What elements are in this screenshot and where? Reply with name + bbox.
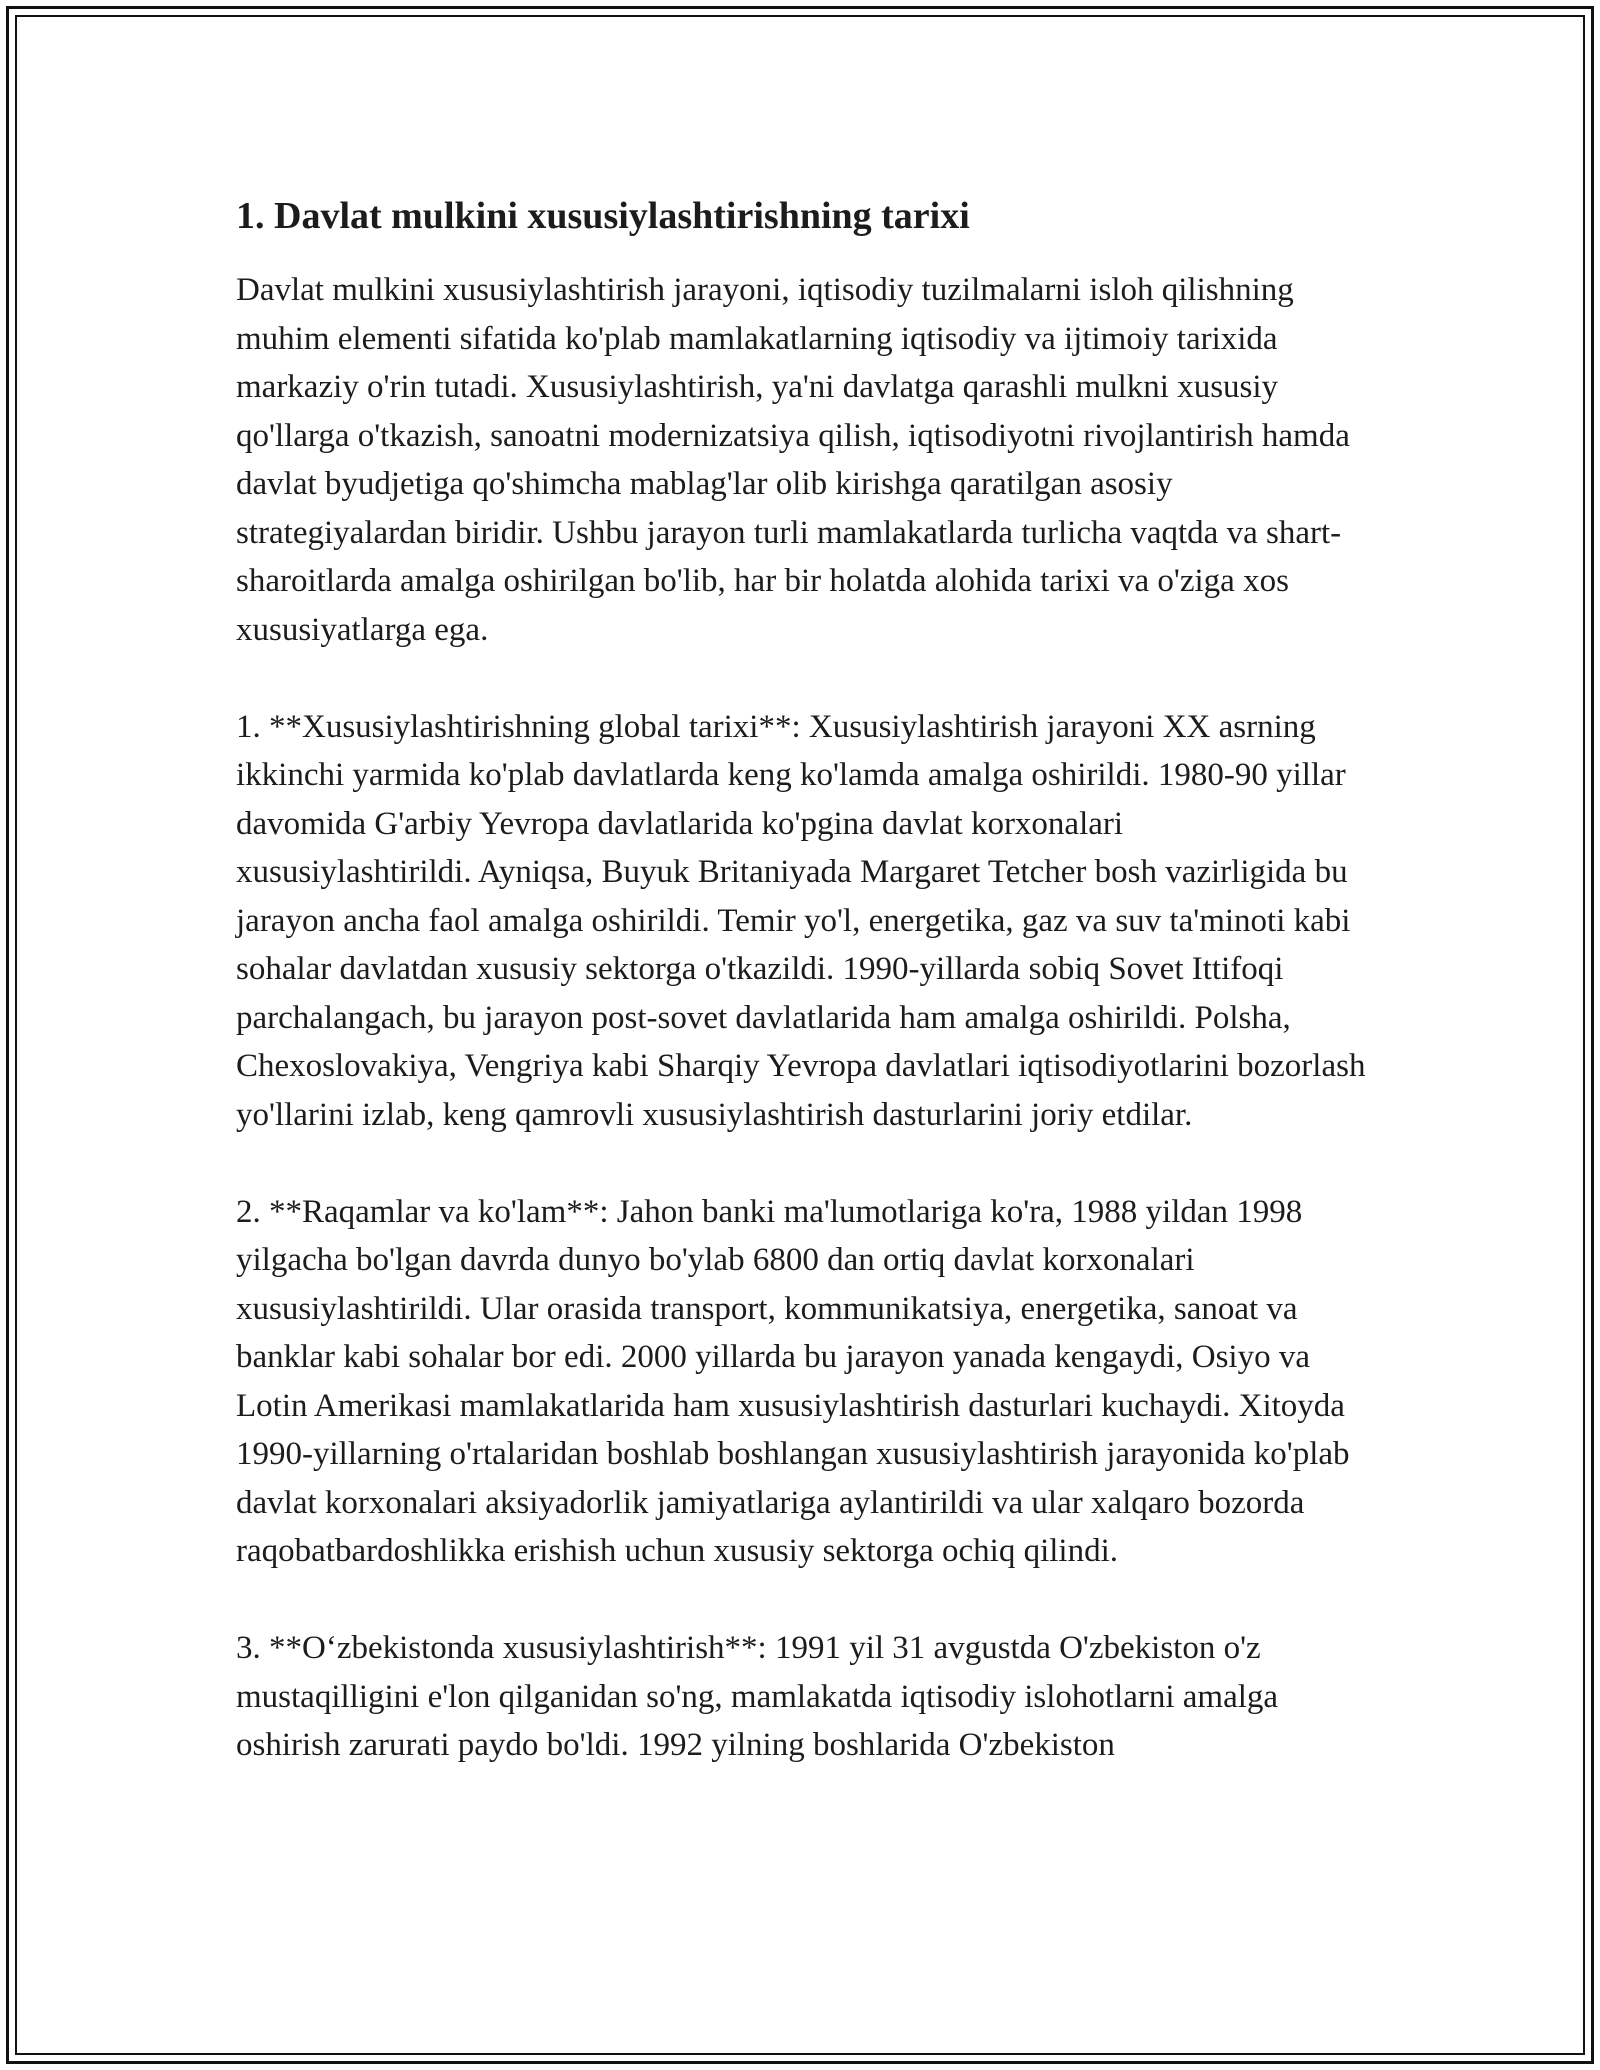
paragraph-uzbekistan: 3. **O‘zbekistonda xususiylashtirish**: 1991 yil 31 avgustda O'zbekiston o'z mustaqilligini e'lon qilganidan so'ng, mamlakatda iqtisodiy islohotlarni amalga oshirish zarurati paydo bo'ldi. 1992 yilning boshlarida O'zbekiston (236, 1630, 1279, 1763)
paragraph-numbers-scale: 2. **Raqamlar va ko'lam**: Jahon banki ma'lumotlariga ko'ra, 1988 yildan 1998 yilgacha bo'lgan davrda dunyo bo'ylab 6800 dan ortiq davlat korxonalari xususiylashtirildi. Ular orasida transport, kommunikatsiya, energetika, sanoat va banklar kabi sohalar bor edi. 2000 yillarda bu jarayon yanada kengaydi, Osiyo va Lotin Amerikasi mamlakatlarida ham xususiylashtirish dasturlari kuchaydi. Xitoyda 1990-yillarning o'rtalaridan boshlab boshlangan xususiylashtirish jarayonida ko'plab davlat korxonalari aksiyadorlik jamiyatlariga aylantirildi va ular xalqaro bozorda raqobatbardoshlikka erishish uchun xususiy sektorga ochiq qilindi. (236, 1193, 1350, 1569)
intro-paragraph: Davlat mulkini xususiylashtirish jarayoni, iqtisodiy tuzilmalarni isloh qilishning muhim elementi sifatida ko'plab mamlakatlarning iqtisodiy va ijtimoiy tarixida markaziy o'rin tutadi. Xususiylashtirish, ya'ni davlatga qarashli mulkni xususiy qo'llarga o'tkazish, sanoatni modernizatsiya qilish, iqtisodiyotni rivojlantirish hamda davlat byudjetiga qo'shimcha mablag'lar olib kirishga qaratilgan asosiy strategiyalardan biridir. Ushbu jarayon turli mamlakatlarda turlicha vaqtda va shart-sharoitlarda amalga oshirilgan bo'lib, har bir holatda alohida tarixi va o'ziga xos xususiyatlarga ega. (236, 272, 1350, 648)
document-body (236, 186, 1366, 1818)
section-heading: 1. Davlat mulkini xususiylashtirishning tarixi (236, 195, 970, 237)
paragraph-global-history: 1. **Xususiylashtirishning global tarixi**: Xususiylashtirish jarayoni XX asrning ikkinchi yarmida ko'plab davlatlarda keng ko'lamda amalga oshirildi. 1980-90 yillar davomida G'arbiy Yevropa davlatlarida ko'pgina davlat korxonalari xususiylashtirildi. Ayniqsa, Buyuk Britaniyada Margaret Tetcher bosh vazirligida bu jarayon ancha faol amalga oshirildi. Temir yo'l, energetika, gaz va suv ta'minoti kabi sohalar davlatdan xususiy sektorga o'tkazildi. 1990-yillarda sobiq Sovet Ittifoqi parchalangach, bu jarayon post-sovet davlatlarida ham amalga oshirildi. Polsha, Chexoslovakiya, Vengriya kabi Sharqiy Yevropa davlatlari iqtisodiyotlarini bozorlash yo'llarini izlab, keng qamrovli xususiylashtirish dasturlarini joriy etdilar. (236, 708, 1366, 1133)
